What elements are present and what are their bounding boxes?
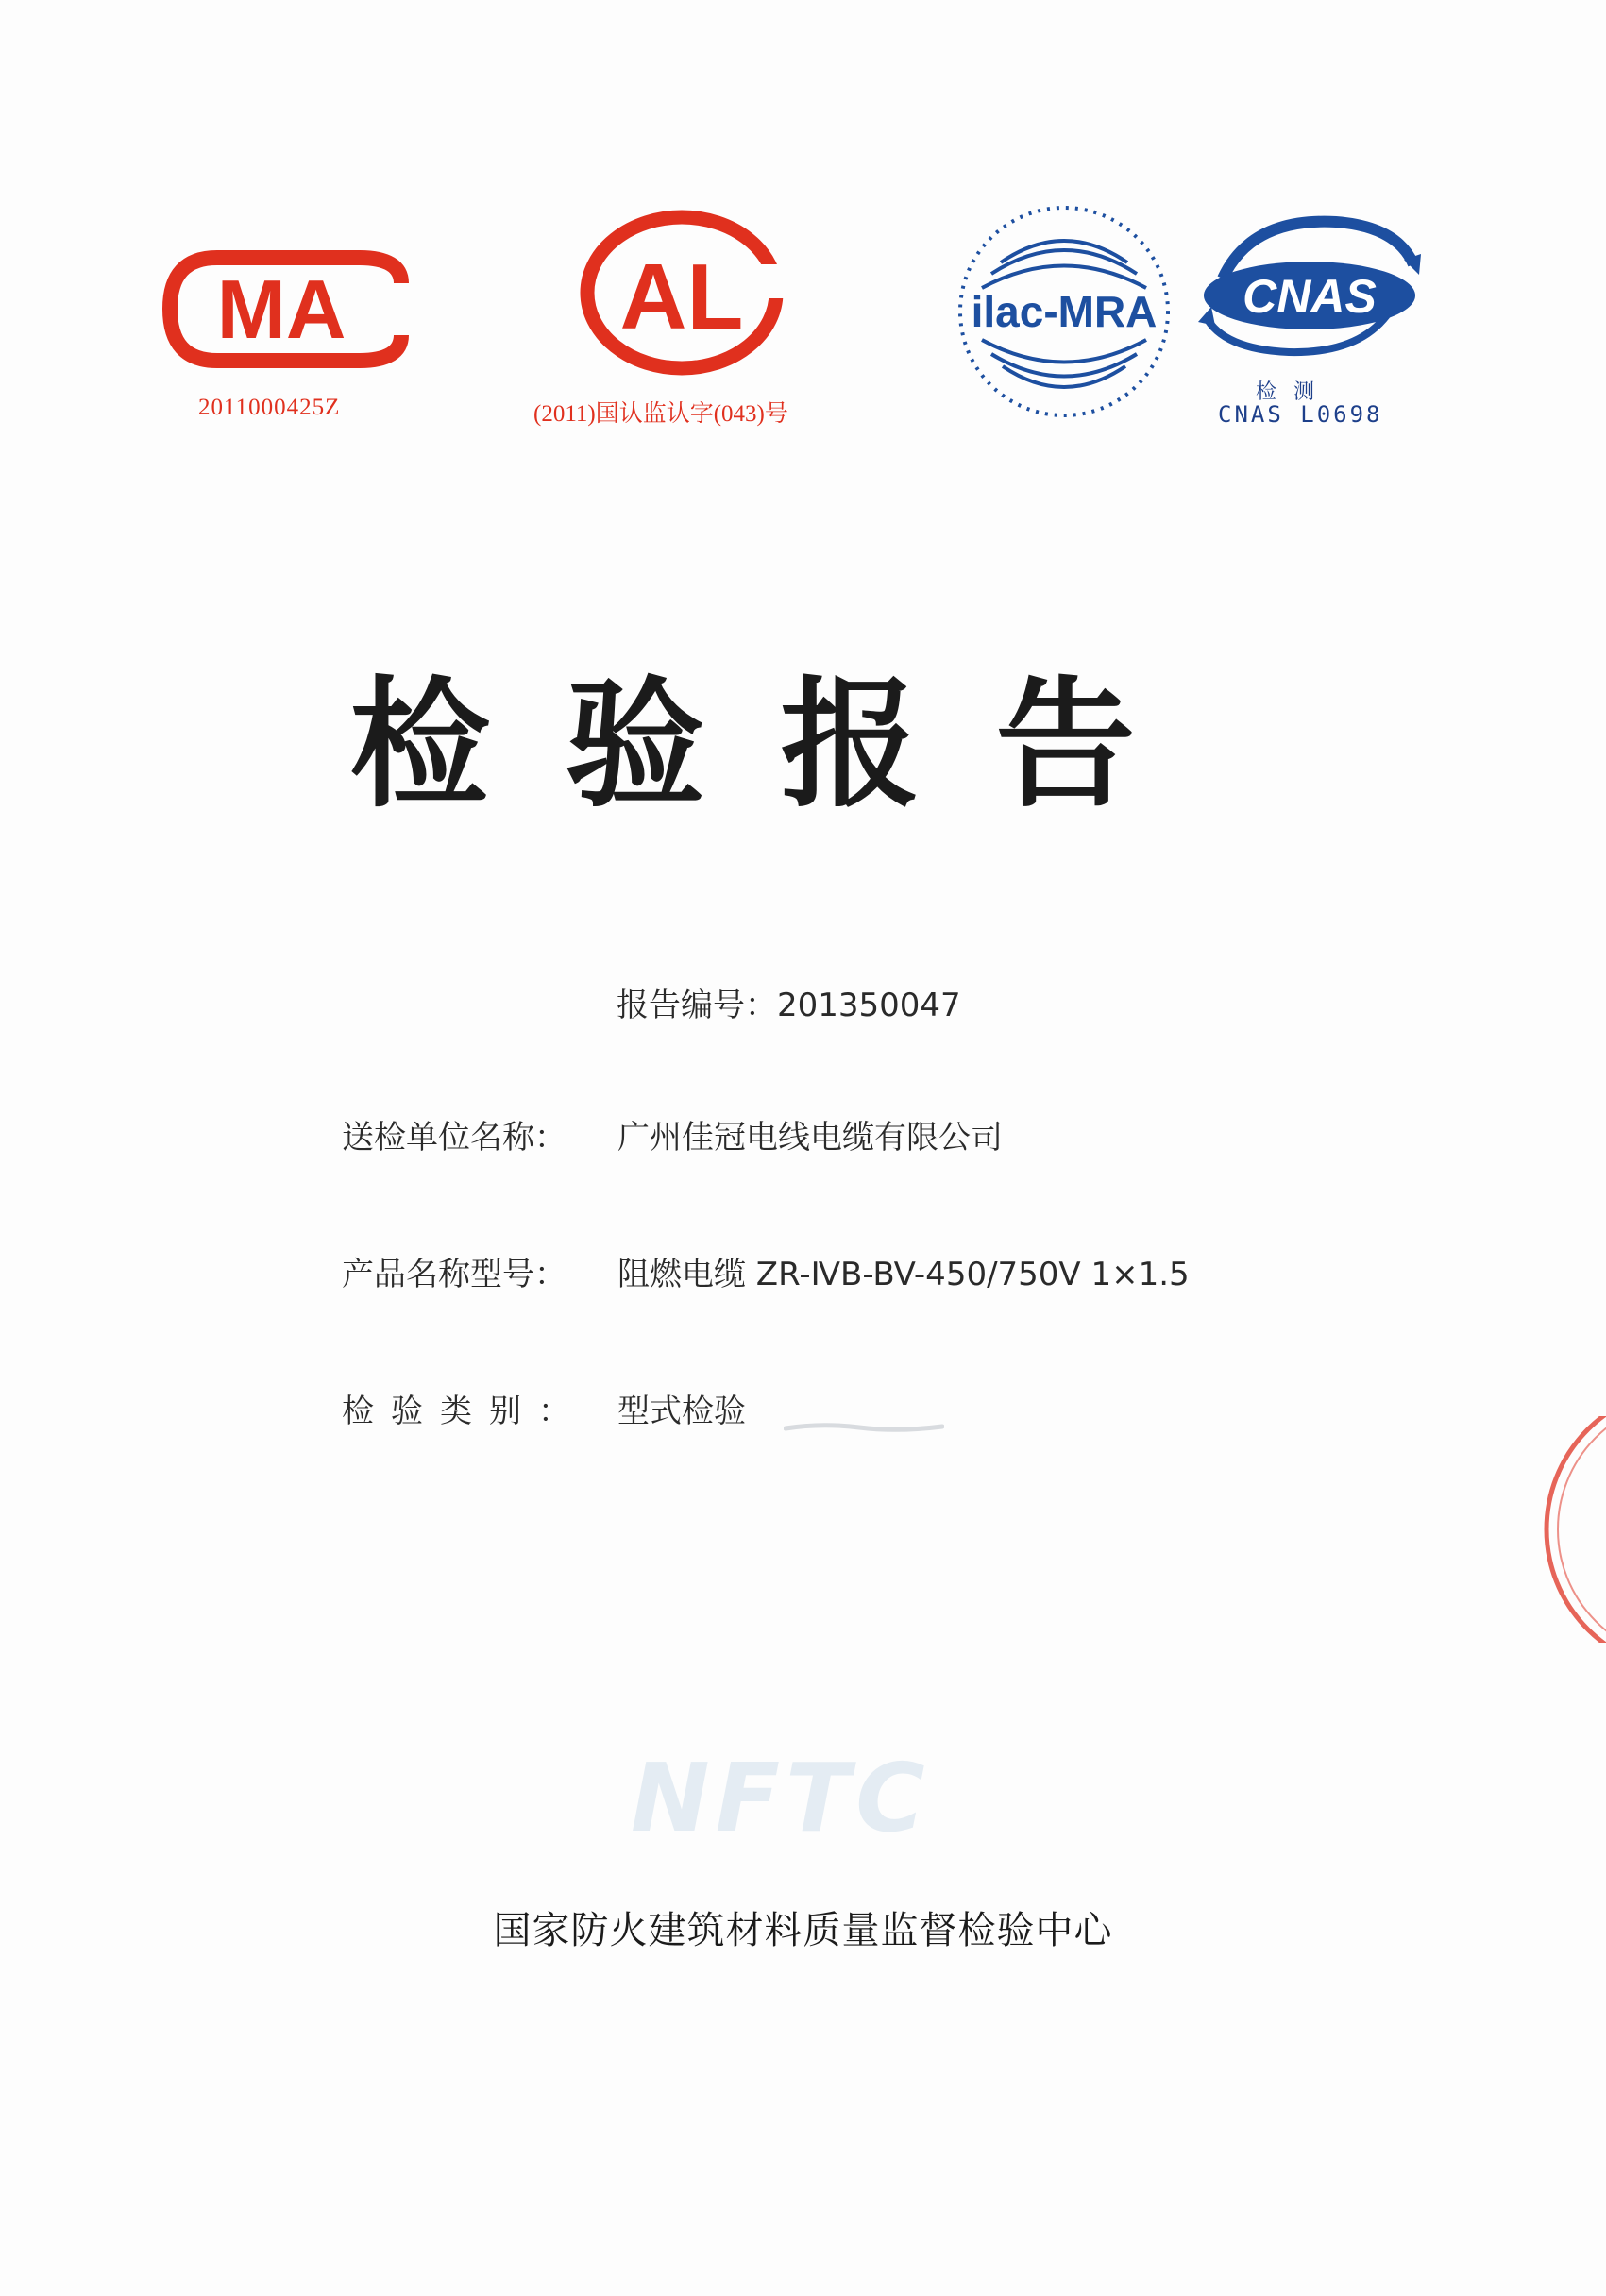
field-unit	[342, 1119, 1003, 1156]
field-product-label: 产品名称型号：	[342, 1256, 566, 1293]
field-inspection-type-value: 型式检验	[617, 1393, 746, 1430]
cnas-logo-text: CNAS	[1243, 270, 1377, 323]
field-inspection-type-label: 检验类别：	[342, 1393, 587, 1430]
ilac-logo-text: ilac-MRA	[971, 287, 1158, 336]
cma-logo	[161, 241, 411, 378]
page-title: 检验报告	[349, 664, 1211, 826]
report-number	[617, 987, 961, 1024]
field-inspection-type	[342, 1393, 746, 1430]
cnas-subtitle: 检测	[1256, 380, 1332, 404]
field-product	[342, 1256, 1190, 1293]
issuing-organization: 国家防火建筑材料质量监督检验中心	[493, 1909, 1113, 1952]
cnas-logo	[1194, 212, 1421, 363]
cal-logo-text: AL	[619, 245, 744, 348]
scan-smudge	[784, 1421, 944, 1434]
field-unit-value: 广州佳冠电线电缆有限公司	[617, 1119, 1003, 1156]
cma-number: 2011000425Z	[198, 395, 341, 420]
report-number-value: 201350047	[777, 987, 961, 1024]
field-product-value: 阻燃电缆 ZR-ⅣB-BV-450/750V 1×1.5	[617, 1256, 1190, 1293]
report-number-label: 报告编号：	[617, 987, 777, 1024]
red-seal-fragment	[1537, 1416, 1606, 1643]
field-unit-label: 送检单位名称：	[342, 1119, 566, 1156]
nftc-watermark: NFTC	[631, 1743, 931, 1853]
cnas-accreditation-number: CNAS L0698	[1218, 401, 1383, 428]
cal-logo	[576, 208, 788, 378]
ilac-mra-logo	[954, 198, 1175, 425]
cma-logo-text: MA	[216, 262, 347, 356]
cal-caption: (2011)国认监认字(043)号	[533, 401, 788, 427]
